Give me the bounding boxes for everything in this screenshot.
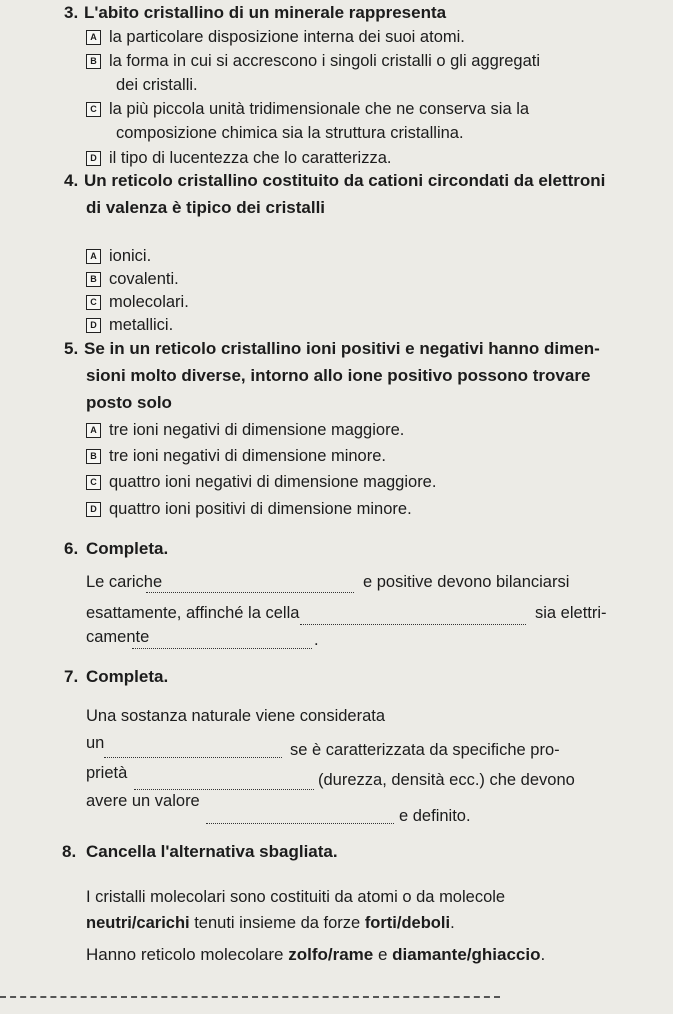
statement-fragment: e [373,945,393,964]
option-a-box: A [86,423,101,438]
question-4-number: 4. [64,171,79,190]
option-b-box: B [86,54,101,69]
option-text: quattro ioni positivi di dimensione minore. [109,500,412,518]
choice-diamante-ghiaccio[interactable]: diamante/ghiaccio [392,945,541,964]
option-text: tre ioni negativi di dimensione maggiore. [109,421,405,439]
fill-in-text: . [314,631,319,649]
fill-in-text: e positive devono bilanciarsi [363,573,570,591]
question-5-number: 5. [64,339,79,358]
option-text: il tipo di lucentezza che lo caratterizza. [109,149,392,167]
statement-fragment: . [540,945,546,964]
cut-line-divider [0,996,500,998]
question-4-option-d[interactable] [86,313,173,337]
question-5-text-continued: sioni molto diverse, intorno allo ione positivo possono trovare [86,366,591,385]
question-6-number: 6. [64,539,79,558]
question-8-number: 8. [62,842,77,861]
fill-in-text: avere un valore [86,792,200,810]
statement-fragment: . [450,914,455,932]
question-3-option-b[interactable] [86,49,540,73]
question-3-number: 3. [64,3,79,22]
option-text: metallici. [109,316,174,334]
question-4-text: Un reticolo cristallino costituito da cationi circondati da elettroni [84,171,606,190]
option-text: covalenti. [109,270,179,288]
option-a-box: A [86,249,101,264]
fill-in-text: prietà [86,764,128,782]
option-c-box: C [86,102,101,117]
statement-text: I cristalli molecolari sono costituiti da atomi o da molecole [86,888,506,906]
option-text: molecolari. [109,293,189,311]
question-3-option-a[interactable] [86,25,465,49]
question-6-text: Completa. [86,539,169,558]
fill-in-text: Le cariche [86,573,163,591]
question-5-option-b[interactable] [86,444,386,468]
fill-in-text: se è caratterizzata da specifiche pro- [290,741,560,759]
option-text: tre ioni negativi di dimensione minore. [109,447,386,465]
statement-text [86,943,545,967]
fill-in-text: e definito. [399,807,471,825]
option-c-box: C [86,475,101,490]
question-6-title [64,536,168,562]
option-d-box: D [86,151,101,166]
fill-in-text: Una sostanza naturale viene considerata [86,707,386,725]
question-3-option-d[interactable] [86,146,391,170]
fill-in-text: camente [86,628,150,646]
question-4-option-a[interactable] [86,244,151,268]
question-3-text: L'abito cristallino di un minerale rappresenta [84,3,447,22]
option-text: ionici. [109,247,152,265]
option-text: la particolare disposizione interna dei suoi atomi. [109,28,465,46]
question-5-text-continued: posto solo [86,393,172,412]
question-7-title [64,664,168,690]
question-5-text: Se in un reticolo cristallino ioni positivi e negativi hanno dimen- [84,339,600,358]
option-d-box: D [86,502,101,517]
question-5-option-c[interactable] [86,470,436,494]
statement-fragment: Hanno reticolo molecolare [86,945,289,964]
fill-in-blank[interactable] [300,624,526,625]
option-b-box: B [86,449,101,464]
option-text: la forma in cui si accrescono i singoli cristalli o gli aggregati [109,52,541,70]
question-8-text: Cancella l'alternativa sbagliata. [86,842,338,861]
fill-in-text: sia elettri- [535,604,607,622]
option-d-box: D [86,318,101,333]
option-text: quattro ioni negativi di dimensione maggiore. [109,473,437,491]
question-4-title [64,168,605,194]
fill-in-text: esattamente, affinché la cella [86,604,300,622]
choice-forti-deboli[interactable]: forti/deboli [364,914,451,932]
question-3-title [64,0,446,26]
option-c-box: C [86,295,101,310]
choice-neutri-carichi[interactable]: neutri/carichi [86,914,190,932]
fill-in-blank[interactable] [132,648,312,649]
choice-zolfo-rame[interactable]: zolfo/rame [288,945,374,964]
option-a-box: A [86,30,101,45]
statement-fragment: tenuti insieme da forze [189,914,365,932]
fill-in-blank[interactable] [206,823,394,824]
question-5-title [64,336,600,362]
option-text-continued: composizione chimica sia la struttura cristallina. [116,124,464,142]
question-5-option-a[interactable] [86,418,404,442]
statement-text [86,911,455,935]
question-3-option-c[interactable] [86,97,529,121]
fill-in-blank[interactable] [104,757,282,758]
question-5-option-d[interactable] [86,497,412,521]
option-text: la più piccola unità tridimensionale che ne conserva sia la [109,100,530,118]
question-7-text: Completa. [86,667,169,686]
question-4-option-b[interactable] [86,267,179,291]
question-8-title [62,839,338,865]
fill-in-blank[interactable] [146,592,354,593]
question-4-text-continued: di valenza è tipico dei cristalli [86,198,326,217]
fill-in-text: un [86,734,105,752]
fill-in-text: (durezza, densità ecc.) che devono [318,771,575,789]
option-text-continued: dei cristalli. [116,76,198,94]
question-7-number: 7. [64,667,79,686]
question-4-option-c[interactable] [86,290,189,314]
option-b-box: B [86,272,101,287]
